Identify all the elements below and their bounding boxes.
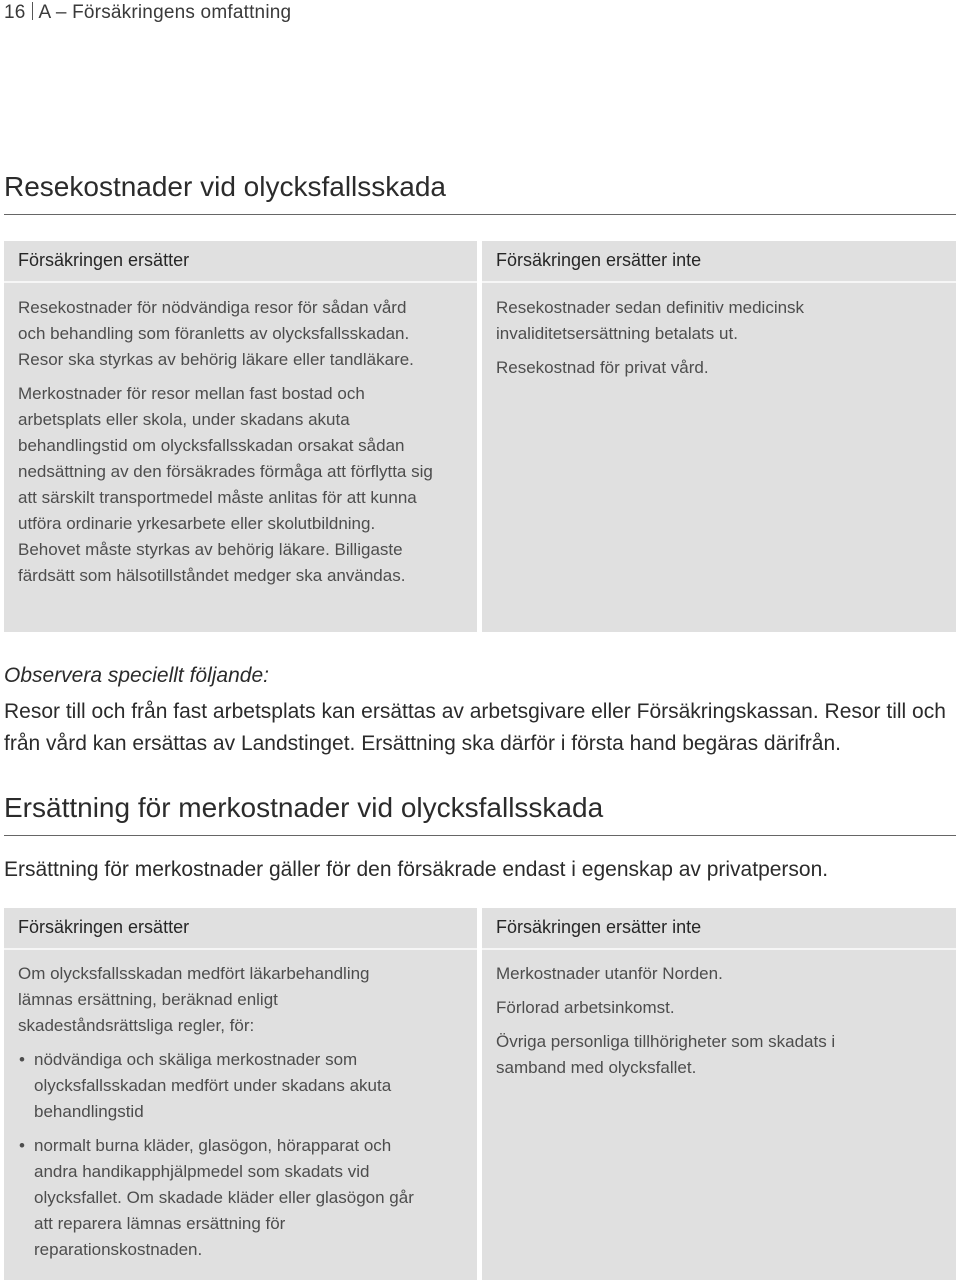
section1-not-covered-panel [482, 241, 956, 632]
bullet-marker: • [19, 1136, 25, 1155]
page-number: 16 [4, 2, 26, 23]
section2-covered-heading: Försäkringen ersätter [18, 917, 190, 937]
list-item [18, 1047, 418, 1125]
section2-not-covered-panel [482, 908, 956, 1280]
running-header [4, 2, 291, 24]
section1-title-rule [4, 214, 956, 215]
list-item-text: normalt burna kläder, glasögon, hörapparat och andra handikapphjälpmedel som skadats vid olycksfallet. Om skadade kläder eller glasögon går att reparera lämnas ersättning för reparationskostnaden. [34, 1136, 414, 1259]
section1-covered-panel [4, 241, 477, 632]
section1-title: Resekostnader vid olycksfallsskada [4, 171, 446, 202]
section2-lead: Ersättning för merkostnader gäller för den försäkrade endast i egenskap av privatperson. [4, 858, 829, 881]
section2-title-rule [4, 835, 956, 836]
section2-not-covered-heading: Försäkringen ersätter inte [496, 917, 702, 937]
section1-not-covered-heading: Försäkringen ersätter inte [496, 250, 702, 270]
section2-covered-panel [4, 908, 477, 1280]
section2-not-covered-paragraph: Övriga personliga tillhörigheter som skadats i samband med olycksfallet. [496, 1032, 836, 1077]
section1-not-covered-text [496, 295, 896, 381]
section1-covered-heading: Försäkringen ersätter [18, 250, 190, 270]
panel-divider [4, 281, 477, 283]
section2-covered-list [18, 1047, 418, 1263]
bullet-marker: • [19, 1050, 25, 1069]
section2-not-covered-paragraph: Förlorad arbetsinkomst. [496, 998, 675, 1017]
section1-not-covered-paragraph: Resekostnad för privat vård. [496, 358, 709, 377]
section2-not-covered-text [496, 961, 876, 1081]
list-item-text: nödvändiga och skäliga merkostnader som olycksfallsskadan medfört under skadans akuta behandlingstid [34, 1050, 392, 1121]
list-item [18, 1133, 418, 1263]
section-label: A – Försäkringens omfattning [38, 2, 292, 23]
note-text: Resor till och från fast arbetsplats kan ersättas av arbetsgivare eller Försäkringskassan. Resor till och från vård kan ersättas av Landstinget. Ersättning ska därför i första hand begäras därifrån. [4, 700, 946, 755]
section2-covered-text [18, 961, 418, 1263]
section1-covered-text [18, 295, 436, 589]
section2-not-covered-paragraph: Merkostnader utanför Norden. [496, 964, 723, 983]
panel-divider [4, 948, 477, 950]
section2-title: Ersättning för merkostnader vid olycksfallsskada [4, 792, 604, 823]
note-label: Observera speciellt följande: [4, 664, 269, 687]
header-divider [32, 2, 33, 20]
section1-covered-paragraph: Resekostnader för nödvändiga resor för sådan vård och behandling som föranletts av olycksfallsskadan. Resor ska styrkas av behörig läkare eller tandläkare. [18, 298, 414, 369]
panel-divider [482, 948, 956, 950]
section1-covered-paragraph: Merkostnader för resor mellan fast bostad och arbetsplats eller skola, under skadans akuta behandlingstid om olycksfallsskadan orsakat sådan nedsättning av den försäkrades förmåga att förflytta sig att särskilt transportmedel måste anlitas för att kunna utföra ordinarie yrkesarbete eller skolutbildning. Behovet måste styrkas av behörig läkare. Billigaste färdsätt som hälsotillståndet medger ska användas. [18, 384, 433, 585]
section1-not-covered-paragraph: Resekostnader sedan definitiv medicinsk invaliditetsersättning betalats ut. [496, 298, 805, 343]
panel-divider [482, 281, 956, 283]
section2-covered-intro: Om olycksfallsskadan medfört läkarbehandling lämnas ersättning, beräknad enligt skadeståndsrättsliga regler, för: [18, 964, 370, 1035]
